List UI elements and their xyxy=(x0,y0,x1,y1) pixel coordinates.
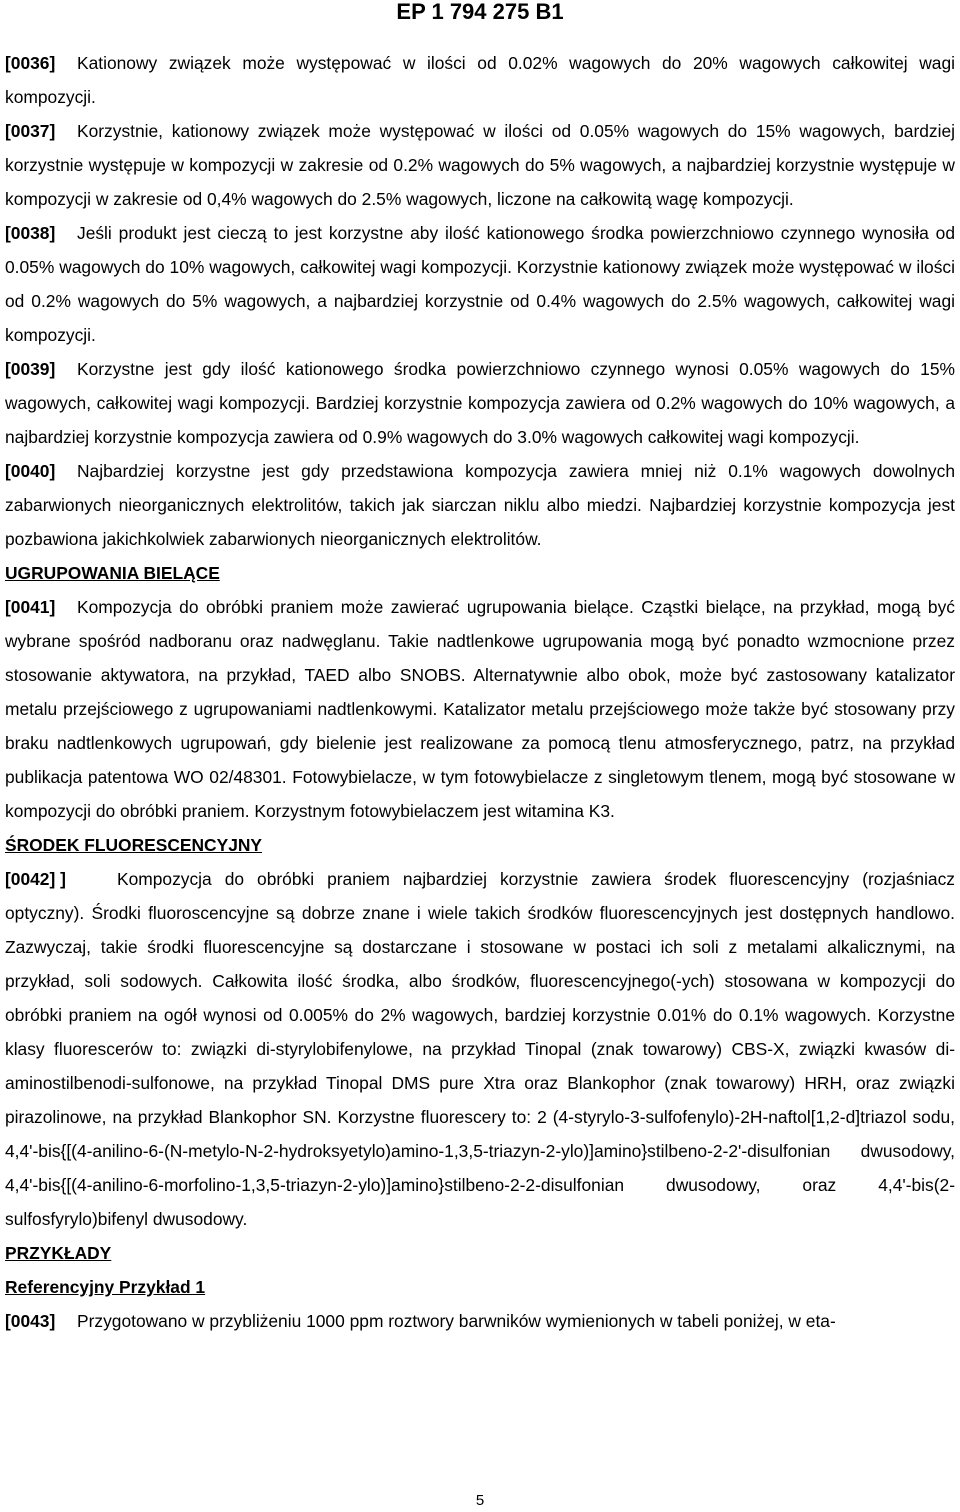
paragraph-tag: [0040] xyxy=(5,461,56,481)
paragraph-tag: [0038] xyxy=(5,223,56,243)
paragraph-0038 xyxy=(5,216,955,352)
paragraph-text: Kationowy związek może występować w ilości od 0.02% wagowych do 20% wagowych całkowitej wagi kompozycji. xyxy=(5,53,955,107)
paragraph-0036 xyxy=(5,46,955,114)
patent-number-header: EP 1 794 275 B1 xyxy=(396,0,564,24)
paragraph-text: Przygotowano w przybliżeniu 1000 ppm roztwory barwników wymienionych w tabeli poniżej, w eta- xyxy=(77,1311,836,1331)
paragraph-text: Korzystnie, kationowy związek może występować w ilości od 0.05% wagowych do 15% wagowych, bardziej korzystnie występuje w kompozycji w zakresie od 0.2% wagowych do 5% wagowych, a najbardziej korzystnie występuje w kompozycji w zakresie od 0,4% wagowych do 2.5% wagowych, liczone na całkowitą wagę kompozycji. xyxy=(5,121,955,209)
paragraph-tag: [0042] ] xyxy=(5,869,66,889)
section-heading-bleach: UGRUPOWANIA BIELĄCE xyxy=(5,563,220,583)
paragraph-text: Korzystne jest gdy ilość kationowego środka powierzchniowo czynnego wynosi 0.05% wagowych do 15% wagowych, całkowitej wagi kompozycji. Bardziej korzystnie kompozycja zawiera od 0.2% wagowych do 10% wagowych, a najbardziej korzystnie kompozycja zawiera od 0.9% wagowych do 3.0% wagowych całkowitej wagi kompozycji. xyxy=(5,359,955,447)
paragraph-tag: [0041] xyxy=(5,597,56,617)
paragraph-text: Kompozycja do obróbki praniem najbardziej korzystnie zawiera środek fluorescencyjny (rozjaśniacz optyczny). Środki fluoroscencyjne są dobrze znane i wiele takich środków fluorescencyjnych jest dostępnych handlowo. Zazwyczaj, takie środki fluorescencyjne są dostarczane i stosowane w postaci ich soli z metalami alkalicznymi, na przykład, soli sodowych. Całkowita ilość środka, albo środków, fluorescencyjnego(-ych) stosowana w kompozycji do obróbki praniem na ogół wynosi od 0.005% do 2% wagowych, bardziej korzystnie 0.01% do 0.1% wagowych. Korzystne klasy fluorescerów to: związki di-styrylobifenylowe, na przykład Tinopal (znak towarowy) CBS-X, związki kwasów di-aminostilbenodi-sulfonowe, na przykład Tinopal DMS pure Xtra oraz Blankophor (znak towarowy) HRH, oraz związki pirazolinowe, na przykład Blankophor SN. Korzystne fluorescery to: 2 (4-styrylo-3-sulfofenylo)-2H-naftol[1,2-d]triazol sodu, 4,4'-bis{[(4-anilino-6-(N-metylo-N-2-hydroksyetylo)amino-1,3,5-triazyn-2-ylo)]amino}stilbeno-2-2'-disulfonian dwusodowy, 4,4'-bis{[(4-anilino-6-morfolino-1,3,5-triazyn-2-ylo)]amino}stilbeno-2-2-disulfonian dwusodowy, oraz 4,4'-bis(2-sulfosfyrylo)bifenyl dwusodowy. xyxy=(5,869,955,1229)
paragraph-0037 xyxy=(5,114,955,216)
paragraph-tag: [0039] xyxy=(5,359,56,379)
paragraph-tag: [0037] xyxy=(5,121,56,141)
page-number: 5 xyxy=(475,1492,485,1509)
section-heading-fluorescent: ŚRODEK FLUORESCENCYJNY xyxy=(5,835,263,855)
paragraph-tag: [0036] xyxy=(5,53,56,73)
paragraph-text: Kompozycja do obróbki praniem może zawierać ugrupowania bielące. Cząstki bielące, na przykład, mogą być wybrane spośród nadboranu oraz nadwęglanu. Takie nadtlenkowe ugrupowania mogą być ponadto wzmocnione przez stosowanie aktywatora, na przykład, TAED albo SNOBS. Alternatywnie albo obok, może być zastosowany katalizator metalu przejściowego z ugrupowaniami nadtlenkowymi. Katalizator metalu przejściowego może także być stosowany przy braku nadtlenkowych ugrupowań, gdy bielenie jest realizowane za pomocą tlenu atmosferycznego, patrz, na przykład publikacja patentowa WO 02/48301. Fotowybielacze, w tym fotowybielacze z singletowym tlenem, mogą być stosowane w kompozycji do obróbki praniem. Korzystnym fotowybielaczem jest witamina K3. xyxy=(5,597,955,821)
subsection-heading-reference-example: Referencyjny Przykład 1 xyxy=(5,1277,206,1297)
paragraph-0040 xyxy=(5,454,955,556)
paragraph-text: Jeśli produkt jest cieczą to jest korzystne aby ilość kationowego środka powierzchniowo czynnego wynosiła od 0.05% wagowych do 10% wagowych, całkowitej wagi kompozycji. Korzystnie kationowy związek może występować w ilości od 0.2% wagowych do 5% wagowych, a najbardziej korzystnie od 0.4% wagowych do 2.5% wagowych, całkowitej wagi kompozycji. xyxy=(5,223,955,345)
paragraph-0039 xyxy=(5,352,955,454)
paragraph-tag: [0043] xyxy=(5,1311,56,1331)
paragraph-text: Najbardziej korzystne jest gdy przedstawiona kompozycja zawiera mniej niż 0.1% wagowych dowolnych zabarwionych nieorganicznych elektrolitów, takich jak siarczan niklu albo miedzi. Najbardziej korzystnie kompozycja jest pozbawiona jakichkolwiek zabarwionych nieorganicznych elektrolitów. xyxy=(5,461,955,549)
paragraph-0042 xyxy=(5,862,955,1236)
document-body xyxy=(5,46,955,1338)
section-heading-examples: PRZYKŁADY xyxy=(5,1243,112,1263)
paragraph-0041 xyxy=(5,590,955,828)
paragraph-0043 xyxy=(5,1304,955,1338)
